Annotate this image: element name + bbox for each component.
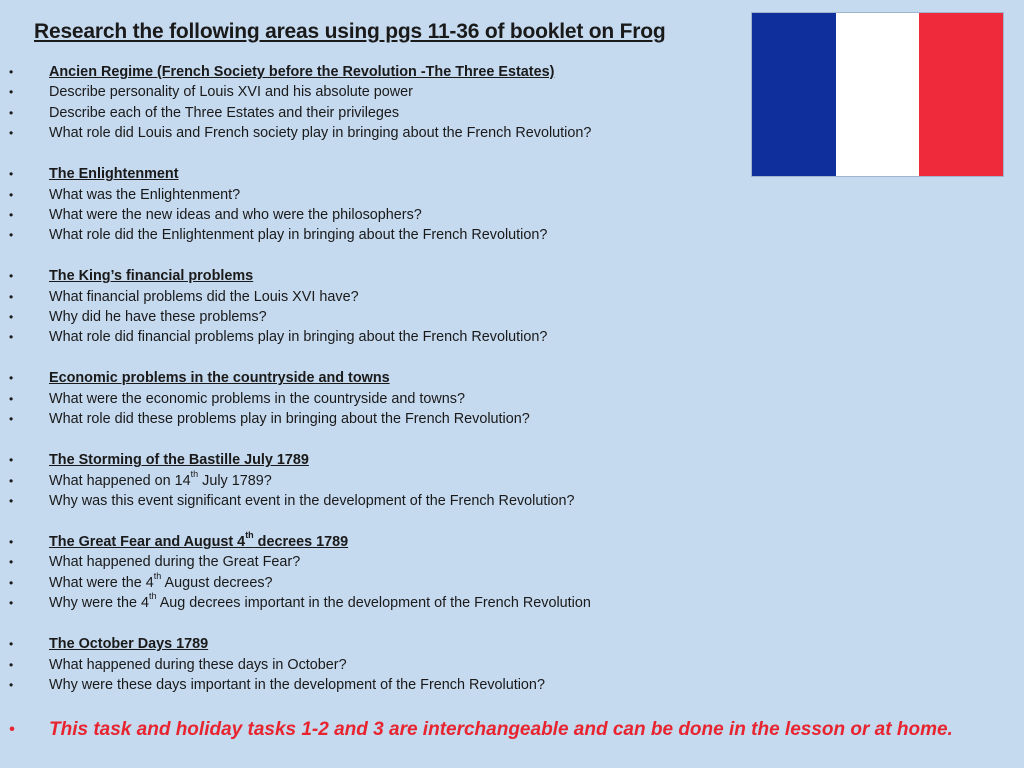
bullet-icon: • bbox=[9, 228, 14, 243]
bullet-icon: • bbox=[9, 677, 14, 692]
list-item-text: What role did the Enlightenment play in bringing about the French Revolution? bbox=[49, 227, 548, 244]
bullet-icon: • bbox=[9, 187, 14, 202]
text-part: Why were the 4 bbox=[49, 595, 149, 612]
text-part: August decrees? bbox=[161, 574, 273, 591]
text-part: What were the 4 bbox=[49, 574, 154, 591]
list-item-text: What were the economic problems in the countryside and towns? bbox=[49, 390, 465, 407]
bullet-icon: • bbox=[9, 207, 14, 222]
text-part: decrees 1789 bbox=[253, 534, 349, 550]
bullet-icon: • bbox=[9, 535, 14, 549]
section-heading bbox=[0, 368, 1024, 388]
list-item bbox=[0, 103, 1024, 123]
list-item-text: Why was this event significant event in the development of the French Revolution? bbox=[49, 493, 575, 510]
bullet-icon: • bbox=[9, 555, 14, 570]
spacer bbox=[0, 246, 1024, 267]
text-part: July 1789? bbox=[198, 472, 272, 489]
text-part: What happened on 14 bbox=[49, 472, 191, 489]
list-item bbox=[0, 225, 1024, 245]
list-item-text bbox=[49, 570, 273, 593]
section-heading-text: The October Days 1789 bbox=[49, 636, 209, 653]
spacer bbox=[0, 144, 1024, 165]
section-heading-text: Economic problems in the countryside and towns bbox=[49, 370, 390, 387]
list-item bbox=[0, 123, 1024, 143]
bullet-icon: • bbox=[9, 269, 14, 284]
list-item-text: What were the new ideas and who were the philosophers? bbox=[49, 206, 422, 223]
list-item bbox=[0, 491, 1024, 511]
list-item bbox=[0, 468, 1024, 491]
task-note bbox=[0, 716, 1024, 744]
list-item-text: What role did these problems play in bringing about the French Revolution? bbox=[49, 411, 530, 428]
section-heading-text: The King’s financial problems bbox=[49, 268, 254, 285]
list-item-text: Why were these days important in the development of the French Revolution? bbox=[49, 676, 545, 693]
list-item bbox=[0, 307, 1024, 327]
section-heading bbox=[0, 266, 1024, 286]
list-item bbox=[0, 287, 1024, 307]
list-item-text: What was the Enlightenment? bbox=[49, 186, 241, 203]
list-item bbox=[0, 327, 1024, 347]
spacer bbox=[0, 348, 1024, 369]
section-heading bbox=[0, 164, 1024, 184]
bullet-icon: • bbox=[9, 105, 14, 120]
spacer bbox=[0, 511, 1024, 532]
list-item bbox=[0, 389, 1024, 409]
list-item-text: What happened during these days in October? bbox=[49, 656, 347, 673]
text-part: Aug decrees important in the development of the French Revolution bbox=[156, 595, 591, 612]
section-heading-text: Ancien Regime (French Society before the Revolution -The Three Estates) bbox=[49, 64, 555, 80]
bullet-icon: • bbox=[9, 494, 14, 509]
research-list bbox=[0, 62, 1024, 695]
list-item-text bbox=[49, 468, 272, 491]
bullet-icon: • bbox=[9, 473, 14, 488]
ordinal-suffix: th bbox=[190, 468, 199, 479]
list-item-text: Describe personality of Louis XVI and his absolute power bbox=[49, 84, 413, 101]
list-item bbox=[0, 675, 1024, 695]
list-item bbox=[0, 205, 1024, 225]
bullet-icon: • bbox=[9, 637, 14, 652]
list-item bbox=[0, 409, 1024, 429]
bullet-icon: • bbox=[9, 412, 14, 427]
list-item bbox=[0, 655, 1024, 675]
bullet-icon: • bbox=[9, 453, 14, 468]
list-item bbox=[0, 82, 1024, 102]
list-item bbox=[0, 552, 1024, 572]
bullet-icon: • bbox=[9, 289, 14, 304]
bullet-icon: • bbox=[9, 596, 14, 611]
bullet-icon: • bbox=[9, 126, 14, 141]
section-heading bbox=[0, 634, 1024, 654]
list-item-text: Why did he have these problems? bbox=[49, 309, 267, 326]
note-text: This task and holiday tasks 1-2 and 3 are interchangeable and can be done in the lesson or at home. bbox=[49, 719, 953, 740]
section-heading bbox=[0, 532, 1024, 552]
ordinal-suffix: th bbox=[245, 530, 254, 541]
bullet-icon: • bbox=[9, 85, 14, 100]
list-item-text: What role did financial problems play in bringing about the French Revolution? bbox=[49, 329, 548, 346]
bullet-icon: • bbox=[9, 657, 14, 672]
list-item-text bbox=[49, 593, 591, 613]
spacer bbox=[0, 614, 1024, 635]
list-item-text: What financial problems did the Louis XVI have? bbox=[49, 288, 359, 305]
section-heading-text bbox=[49, 532, 348, 552]
section-heading bbox=[0, 62, 1024, 82]
page-title: Research the following areas using pgs 11-36 of booklet on Frog bbox=[34, 20, 666, 43]
note-bullet: • bbox=[9, 721, 15, 738]
list-item-text: Describe each of the Three Estates and their privileges bbox=[49, 104, 400, 121]
text-part: The Great Fear and August 4 bbox=[49, 534, 246, 550]
list-item-text: What role did Louis and French society play in bringing about the French Revolution? bbox=[49, 125, 592, 142]
ordinal-suffix: th bbox=[153, 570, 162, 581]
section-heading-text: The Enlightenment bbox=[49, 166, 179, 183]
bullet-icon: • bbox=[9, 575, 14, 590]
spacer bbox=[0, 430, 1024, 451]
bullet-icon: • bbox=[9, 167, 14, 182]
list-item bbox=[0, 593, 1024, 613]
bullet-icon: • bbox=[9, 391, 14, 406]
section-heading bbox=[0, 450, 1024, 470]
bullet-icon: • bbox=[9, 65, 14, 79]
section-heading-text: The Storming of the Bastille July 1789 bbox=[49, 452, 309, 469]
bullet-icon: • bbox=[9, 330, 14, 345]
list-item-text: What happened during the Great Fear? bbox=[49, 554, 301, 571]
ordinal-suffix: th bbox=[148, 591, 157, 602]
bullet-icon: • bbox=[9, 371, 14, 386]
bullet-icon: • bbox=[9, 310, 14, 325]
list-item bbox=[0, 185, 1024, 205]
